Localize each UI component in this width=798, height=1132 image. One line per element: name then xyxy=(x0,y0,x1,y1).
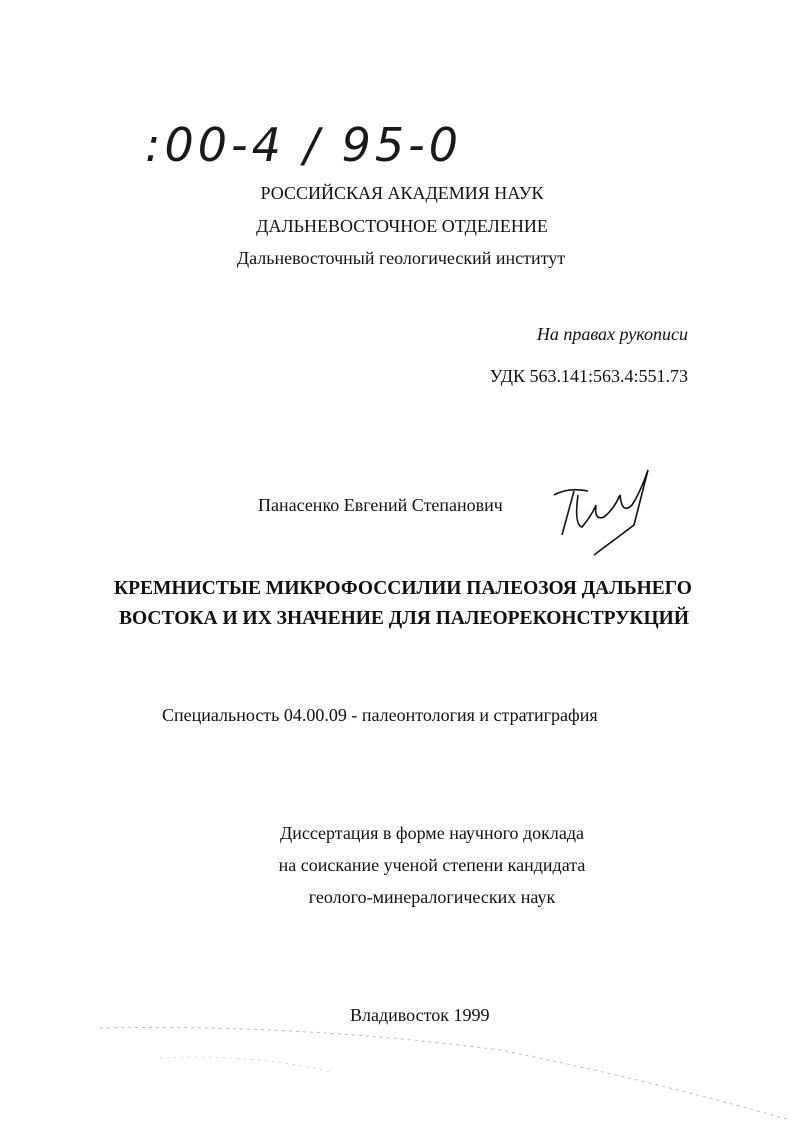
udk-code: УДК 563.141:563.4:551.73 xyxy=(489,366,688,386)
dissertation-line-2: на соискание ученой степени кандидата xyxy=(278,855,586,875)
specialty: Специальность 04.00.09 - палеонтология и стратиграфия xyxy=(162,705,598,725)
scan-noise xyxy=(0,1010,798,1132)
author-name: Панасенко Евгений Степанович xyxy=(258,495,503,515)
dissertation-line-3: геолого-минералогических наук xyxy=(308,887,556,907)
title-line-2: ВОСТОКА И ИХ ЗНАЧЕНИЕ ДЛЯ ПАЛЕОРЕКОНСТРУКЦИЙ xyxy=(119,608,690,629)
signature xyxy=(548,465,658,560)
dissertation-line-1: Диссертация в форме научного доклада xyxy=(279,823,585,843)
handwritten-archive-number: :00-4 / 95-0 xyxy=(145,118,463,172)
title-line-1: КРЕМНИСТЫЕ МИКРОФОССИЛИИ ПАЛЕОЗОЯ ДАЛЬНЕГО xyxy=(114,578,692,599)
place-year: Владивосток 1999 xyxy=(350,1005,490,1025)
manuscript-note: На правах рукописи xyxy=(536,324,688,344)
institute-name: Дальневосточный геологический институт xyxy=(236,248,566,268)
academy-name: РОССИЙСКАЯ АКАДЕМИЯ НАУК xyxy=(260,183,544,203)
branch-name: ДАЛЬНЕВОСТОЧНОЕ ОТДЕЛЕНИЕ xyxy=(256,216,548,236)
